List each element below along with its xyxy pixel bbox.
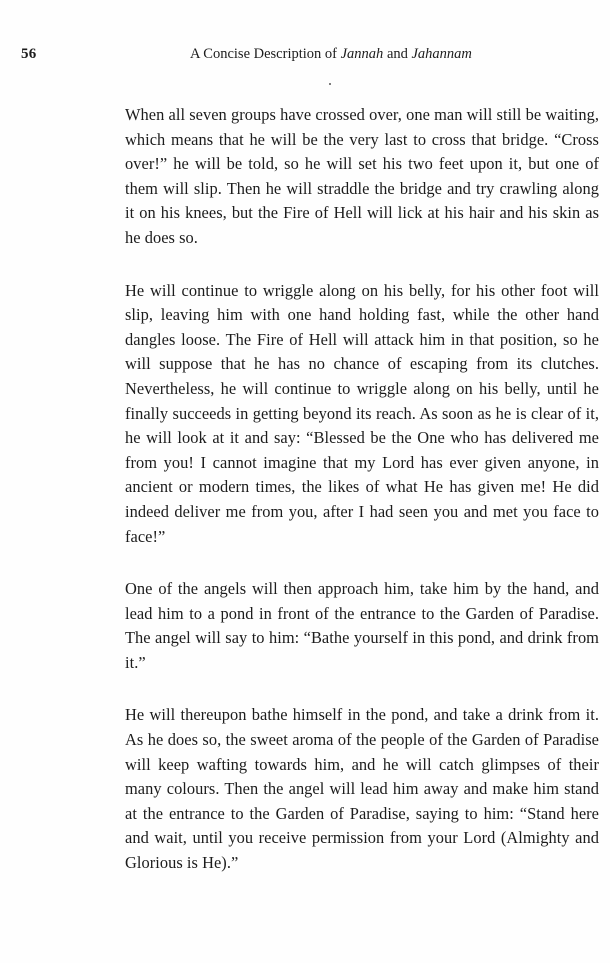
paragraph-4: He will thereupon bathe himself in the pond, and take a drink from it. As he does so, the sweet aroma of the people of the Garden of Paradise will keep wafting towards him, and he will catch glimpses of their many colours. Then the angel will lead him away and make him stand at the entrance to the Garden of Paradise, saying to him: “Stand here and wait, until you receive permission from your Lord (Almighty and Glorious is He).”: [125, 705, 599, 873]
running-head-jahannam: Jahannam: [411, 46, 472, 62]
running-head: [190, 46, 472, 63]
speck-mark: [329, 83, 331, 85]
running-head-prefix: A Concise Description of: [190, 46, 341, 62]
running-head-jannah: Jannah: [340, 46, 384, 62]
body-text: [125, 103, 599, 904]
running-head-and: and: [383, 46, 412, 62]
paragraph-1: When all seven groups have crossed over, one man will still be waiting, which means that he will be the very last to cross that bridge. “Cross over!” he will be told, so he will set his two feet upon it, but one of them will slip. Then he will straddle the bridge and try crawling along it on his knees, but the Fire of Hell will lick at his hair and his skin as he does so.: [125, 105, 599, 247]
page-number: 56: [21, 46, 37, 62]
paragraph-3: One of the angels will then approach him, take him by the hand, and lead him to a pond in front of the entrance to the Garden of Paradise. The angel will say to him: “Bathe yourself in this pond, and drink from it.”: [125, 579, 599, 672]
paragraph-2: He will continue to wriggle along on his belly, for his other foot will slip, leaving him with one hand holding fast, while the other hand dangles loose. The Fire of Hell will attack him in that position, so he will suppose that he has no chance of escaping from its clutches. Nevertheless, he will continue to wriggle along on his belly, until he finally succeeds in getting beyond its reach. As soon as he is clear of it, he will look at it and say: “Blessed be the One who has delivered me from you! I cannot imagine that my Lord has ever given anyone, in ancient or modern times, the likes of what He has given me! He did indeed deliver me from you, after I had seen you and met you face to face!”: [125, 280, 599, 546]
